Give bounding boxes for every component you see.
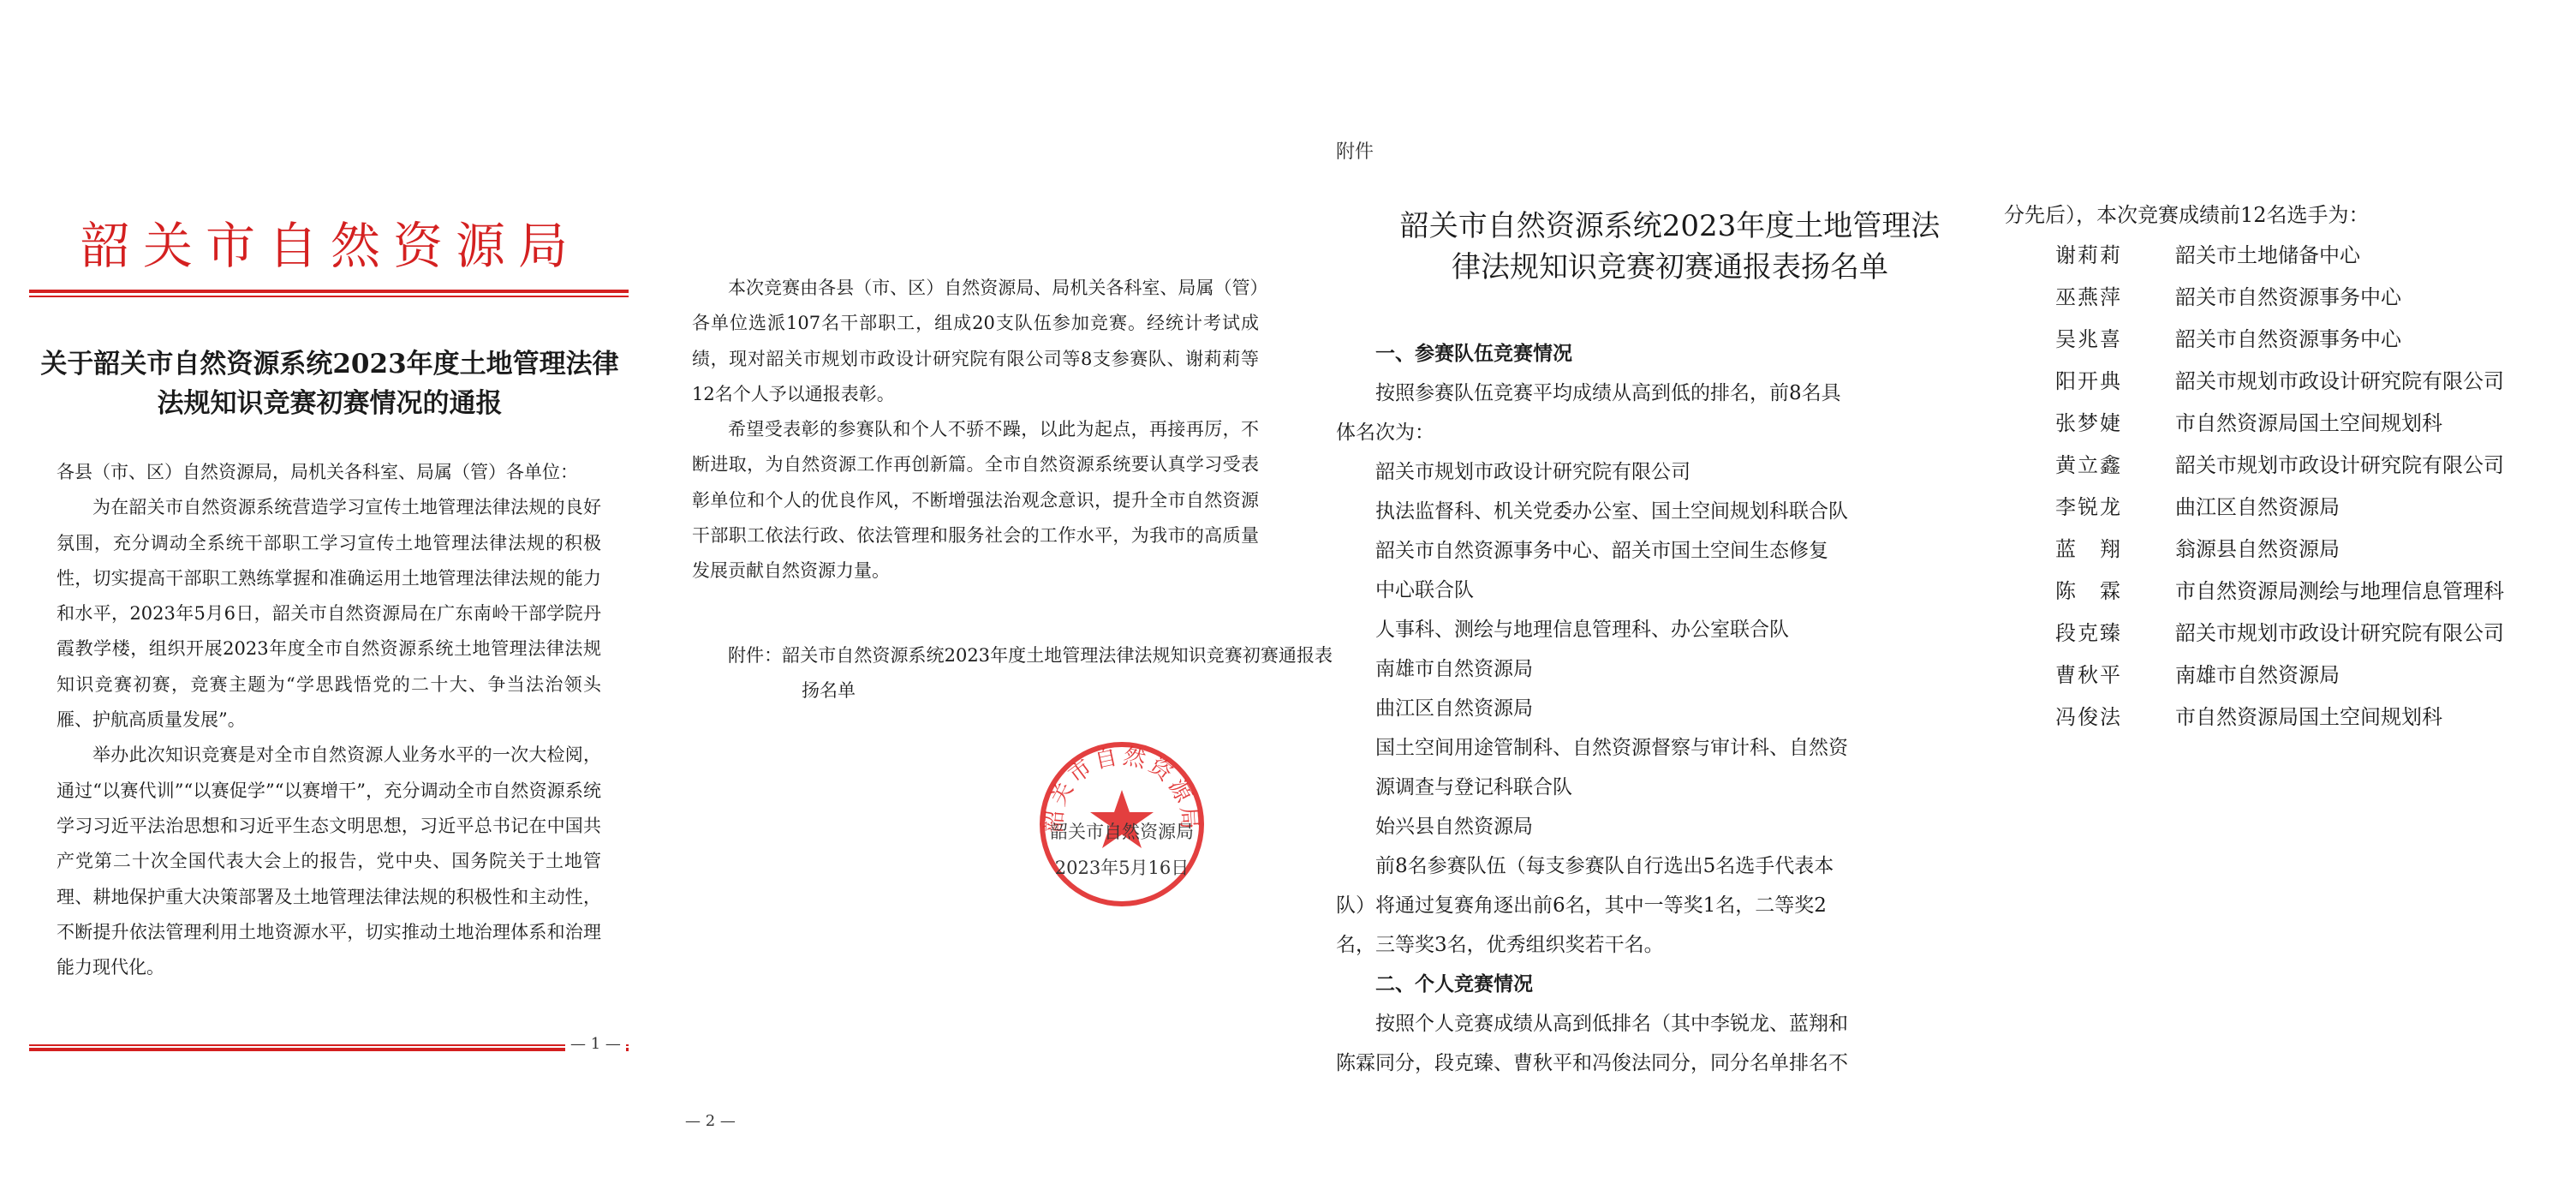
paragraph: 本次竞赛由各县（市、区）自然资源局、局机关各科室、局属（管）各单位选派107名干部职工，组成20支队伍参加竞赛。经统计考试成绩，现对韶关市规划市政设计研究院有限公司等8支参赛队、谢莉莉等12名个人予以通报表彰。 [692, 278, 1259, 404]
page-1 [0, 0, 651, 1190]
winner-row [2004, 571, 2576, 613]
paragraph: 希望受表彰的参赛队和个人不骄不躁，以此为起点，再接再厉，不断进取，为自然资源工作再创新篇。全市自然资源系统要认真学习受表彰单位和个人的优良作风，不断增强法治观念意识，提升全市自然资源干部职工依法行政、依法管理和服务社会的工作水平，为我市的高质量发展贡献自然资源力量。 [692, 419, 1259, 582]
winner-name: 陈 霖 [2055, 579, 2122, 603]
section-heading: 二、个人竞赛情况 [1375, 972, 1533, 996]
paragraph: 为在韶关市自然资源系统营造学习宣传土地管理法律法规的良好氛围，充分调动全系统干部职工学习宣传土地管理法律法规的积极性，切实提高干部职工熟练掌握和准确运用土地管理法律法规的能力和水平，2023年5月6日，韶关市自然资源局在广东南岭干部学院丹霞教学楼，组织开展2023年度全市自然资源系统土地管理法律法规知识竞赛初赛，竞赛主题为“学思践悟党的二十大、争当法治领头雁、护航高质量发展”。 [57, 497, 601, 731]
winner-name: 冯俊法 [2055, 705, 2122, 729]
red-rule-bottom [29, 1048, 629, 1051]
attachment-text: 韶关市自然资源系统2023年度土地管理法律法规知识竞赛初赛通报表扬名单 [782, 645, 1333, 702]
winner-name: 张梦婕 [2055, 411, 2122, 435]
title-line: 韶关市自然资源系统2023年度土地管理法 [1399, 209, 1941, 243]
text-line: 按照个人竞赛成绩从高到低排名（其中李锐龙、蓝翔和 [1375, 1013, 1848, 1035]
winner-unit: 翁源县自然资源局 [2175, 537, 2340, 561]
team-item: 曲江区自然资源局 [1375, 697, 1533, 720]
winner-row [2004, 697, 2576, 739]
red-rule-top-thin [29, 296, 629, 297]
winner-row [2004, 655, 2576, 697]
winner-row [2004, 487, 2576, 529]
team-item: 国土空间用途管制科、自然资源督察与审计科、自然资 [1375, 737, 1848, 759]
winner-row [2004, 235, 2576, 277]
winner-name: 蓝 翔 [2055, 537, 2122, 561]
title-line: 律法规知识竞赛初赛通报表扬名单 [1452, 250, 1888, 284]
section-heading: 一、参赛队伍竞赛情况 [1375, 342, 1572, 365]
winner-unit: 韶关市规划市政设计研究院有限公司 [2175, 453, 2504, 477]
winner-name: 吴兆喜 [2055, 327, 2122, 351]
page-2 [677, 0, 1333, 1190]
signature-block [1019, 814, 1225, 886]
commendation-title [1336, 206, 2004, 288]
winner-row [2004, 613, 2576, 655]
page-number: — 1 — [565, 1035, 626, 1053]
winner-unit: 韶关市规划市政设计研究院有限公司 [2175, 369, 2504, 393]
winner-name: 李锐龙 [2055, 495, 2122, 519]
winner-unit: 南雄市自然资源局 [2175, 663, 2340, 687]
text-line: 名，三等奖3名，优秀组织奖若干名。 [1336, 934, 1664, 956]
text-line: 队）将通过复赛角逐出前6名，其中一等奖1名，二等奖2 [1336, 894, 1827, 917]
winner-row [2004, 277, 2576, 319]
team-item: 源调查与登记科联合队 [1375, 776, 1572, 798]
text-line: 分先后），本次竞赛成绩前12名选手为： [2004, 203, 2370, 227]
winner-name: 谢莉莉 [2055, 243, 2122, 267]
winner-name: 阳开典 [2055, 369, 2122, 393]
notice-title: 关于韶关市自然资源系统2023年度土地管理法律法规知识竞赛初赛情况的通报 [40, 349, 619, 419]
winner-row [2004, 319, 2576, 361]
notice-body [57, 455, 601, 985]
text-line: 按照参赛队伍竞赛平均成绩从高到低的排名，前8名具 [1375, 382, 1841, 404]
seal-text: 韶关市自然资源局 [1041, 743, 1202, 834]
winner-row [2004, 445, 2576, 487]
winner-row [2004, 361, 2576, 403]
winner-unit: 韶关市自然资源事务中心 [2175, 285, 2401, 309]
winner-name: 曹秋平 [2055, 663, 2122, 687]
bureau-header: 韶关市自然资源局 [80, 217, 581, 275]
team-item: 韶关市自然资源事务中心、韶关市国土空间生态修复 [1375, 540, 1828, 562]
winner-unit: 市自然资源局测绘与地理信息管理科 [2175, 579, 2504, 603]
paragraph: 举办此次知识竞赛是对全市自然资源人业务水平的一次大检阅，通过“以赛代训”“以赛促学”“以赛增干”，充分调动全市自然资源系统学习习近平法治思想和习近平生态文明思想，习近平总书记在中国共产党第二十次全国代表大会上的报告，党中央、国务院关于土地管理、耕地保护重大决策部署及土地管理法律法规的积极性和主动性，不断提升依法管理利用土地资源水平，切实推动土地治理体系和治理能力现代化。 [57, 744, 601, 978]
issue-date: 2023年5月16日 [1054, 858, 1190, 878]
team-results [1336, 334, 2012, 1083]
winner-row [2004, 529, 2576, 571]
winner-unit: 市自然资源局国土空间规划科 [2175, 705, 2442, 729]
team-item: 南雄市自然资源局 [1375, 658, 1533, 680]
attachment-heading: 附件 [1336, 141, 1374, 163]
team-item: 执法监督科、机关党委办公室、国土空间规划科联合队 [1375, 500, 1848, 523]
winner-unit: 韶关市规划市政设计研究院有限公司 [2175, 621, 2504, 645]
red-rule-bottom-thin [29, 1044, 629, 1046]
winner-name: 黄立鑫 [2055, 453, 2122, 477]
attachment-label: 附件： [728, 645, 783, 666]
text-line: 体名次为： [1336, 422, 1434, 444]
winner-unit: 市自然资源局国土空间规划科 [2175, 411, 2442, 435]
page-3 [1336, 0, 2576, 1190]
signer: 韶关市自然资源局 [1050, 822, 1194, 842]
team-item: 中心联合队 [1375, 579, 1474, 601]
notice-body-continued [692, 271, 1259, 589]
winner-unit: 韶关市土地储备中心 [2175, 243, 2360, 267]
page-number: — 2 — [685, 1112, 736, 1130]
winner-unit: 曲江区自然资源局 [2175, 495, 2340, 519]
text-line: 陈霖同分，段克臻、曹秋平和冯俊法同分，同分名单排名不 [1336, 1052, 1848, 1074]
winner-unit: 韶关市自然资源事务中心 [2175, 327, 2401, 351]
red-rule-top [29, 290, 629, 293]
text-line: 前8名参赛队伍（每支参赛队自行选出5名选手代表本 [1375, 855, 1834, 877]
attachment-note [728, 638, 1333, 709]
salutation: 各县（市、区）自然资源局，局机关各科室、局属（管）各单位： [57, 462, 578, 482]
team-item: 人事科、测绘与地理信息管理科、办公室联合队 [1375, 619, 1789, 641]
winner-row [2004, 403, 2576, 445]
winner-name: 巫燕萍 [2055, 285, 2122, 309]
individual-results [2004, 195, 2576, 739]
team-item: 始兴县自然资源局 [1375, 816, 1533, 838]
team-item: 韶关市规划市政设计研究院有限公司 [1375, 461, 1690, 483]
winner-name: 段克臻 [2055, 621, 2122, 645]
